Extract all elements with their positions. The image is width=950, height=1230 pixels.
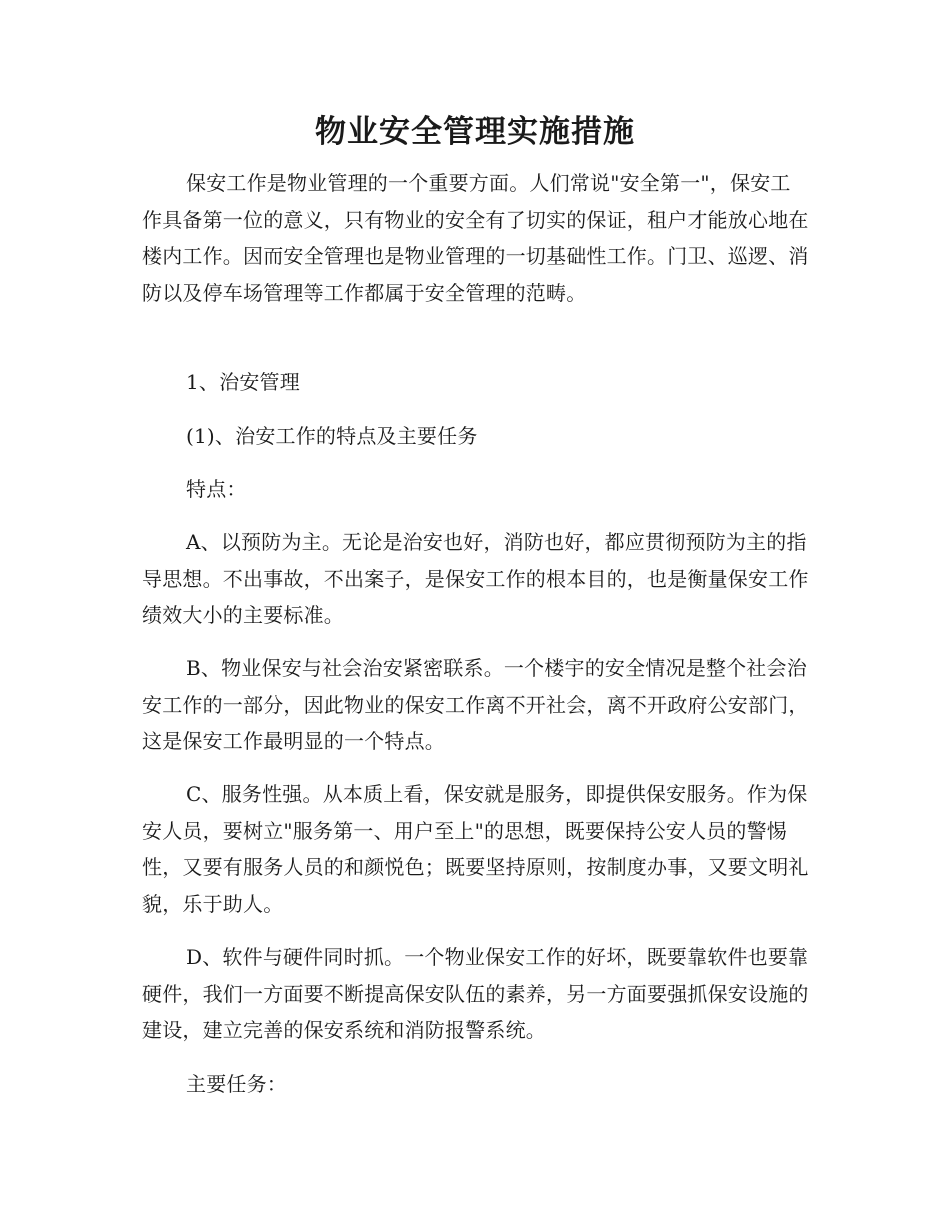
- paragraph-intro: 保安工作是物业管理的一个重要方面。人们常说"安全第一"，保安工作具备第一位的意义，只有物业的安全有了切实的保证，租户才能放心地在楼内工作。因而安全管理也是物业管理的一切基础性工作。门卫、巡逻、消防以及停车场管理等工作都属于安全管理的范畴。: [142, 171, 809, 305]
- paragraph-item-a: A、以预防为主。无论是治安也好，消防也好，都应贯彻预防为主的指导思想。不出事故，不出案子，是保安工作的根本目的，也是衡量保安工作绩效大小的主要标准。: [142, 530, 809, 627]
- section-heading-public-security: 1、治安管理: [186, 370, 300, 394]
- paragraph-item-c: C、服务性强。从本质上看，保安就是服务，即提供保安服务。作为保安人员，要树立"服务第一、用户至上"的思想，既要保持公安人员的警惕性，又要有服务人员的和颜悦色；既要坚持原则，按制度办事，又要文明礼貌，乐于助人。: [142, 782, 809, 916]
- paragraph-item-d: D、软件与硬件同时抓。一个物业保安工作的好坏，既要靠软件也要靠硬件，我们一方面要不断提高保安队伍的素养，另一方面要强抓保安设施的建设，建立完善的保安系统和消防报警系统。: [142, 945, 809, 1042]
- main-tasks-label: 主要任务：: [186, 1072, 287, 1096]
- features-label: 特点：: [186, 477, 247, 501]
- document-title: 物业安全管理实施措施: [315, 114, 635, 150]
- paragraph-item-b: B、物业保安与社会治安紧密联系。一个楼宇的安全情况是整个社会治安工作的一部分，因此物业的保安工作离不开社会，离不开政府公安部门，这是保安工作最明显的一个特点。: [142, 656, 809, 753]
- subsection-heading: (1)、治安工作的特点及主要任务: [186, 424, 478, 448]
